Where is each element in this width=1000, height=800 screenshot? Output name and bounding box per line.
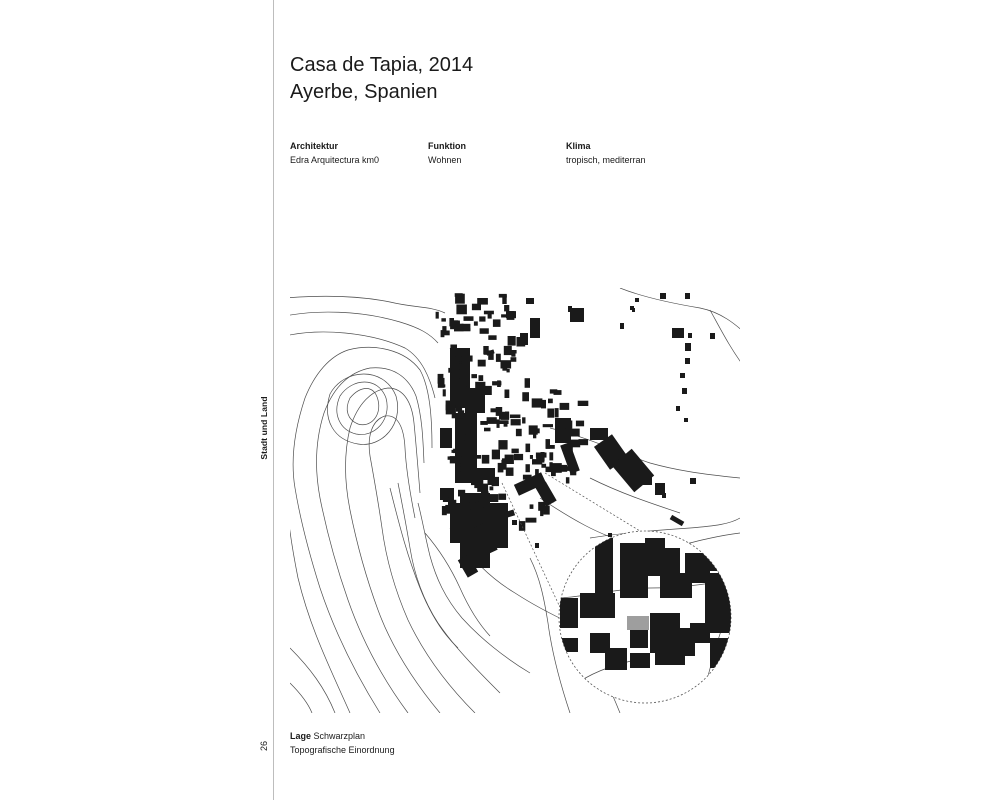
building [710,553,730,571]
building [630,653,650,668]
building [682,388,687,394]
building [446,401,455,411]
building [498,420,508,424]
building [454,320,459,325]
building [605,648,627,670]
building [448,456,456,459]
building [560,638,578,652]
building [476,393,484,403]
building [660,293,666,299]
building [578,401,589,406]
building [554,390,562,395]
building [467,509,471,514]
building [690,478,696,484]
caption-line-1 [290,729,395,743]
building [502,295,506,304]
meta-function [428,139,466,167]
building [458,490,465,497]
building [566,466,570,471]
building [487,417,497,424]
building [655,653,685,665]
building [526,298,534,304]
title-project: Casa de Tapia, 2014 [290,54,474,76]
building [570,469,576,476]
building [465,448,469,455]
building [523,475,532,480]
building [452,413,463,418]
building [560,403,570,410]
building [542,493,550,496]
building [512,520,517,525]
building [520,333,528,345]
building [508,336,516,346]
building [488,313,492,319]
building [685,293,690,299]
building [504,305,509,311]
building [492,450,500,460]
building [498,440,507,449]
building [464,383,467,387]
building [548,399,553,404]
meta-architecture [290,139,379,167]
zoom-callout [502,473,740,703]
building [456,520,463,525]
building [479,316,485,321]
building [690,623,710,643]
caption-label: Lage [290,731,312,741]
building [662,493,666,498]
building [490,494,499,502]
building [525,378,530,388]
building [541,400,546,409]
meta-value: Edra Arquitectura km0 [290,155,380,165]
building [479,375,484,381]
building [456,405,462,411]
building [462,428,470,434]
building [516,429,522,436]
building [451,352,460,356]
building [460,461,464,467]
building [576,421,584,427]
section-label: Stadt und Land [259,396,269,460]
building [532,398,543,407]
meta-climate [566,139,646,167]
building [684,418,688,422]
building [562,433,566,441]
building [570,308,584,322]
building [549,499,554,502]
building [456,448,461,457]
building [565,421,572,429]
building [496,354,501,362]
building [507,311,515,320]
building [506,468,514,476]
building [441,318,446,321]
building [459,369,466,378]
building [590,428,608,440]
building [477,298,488,305]
building [526,518,537,523]
building [440,384,445,387]
building [522,417,525,423]
building [480,328,489,334]
building [549,452,553,460]
building [484,386,492,395]
building [566,477,570,483]
building [543,424,553,427]
building [471,429,474,434]
title-location: Ayerbe, Spanien [290,81,438,103]
building [472,304,481,311]
building [511,350,515,356]
building [492,477,499,486]
building [488,335,496,340]
building [526,444,531,453]
building [471,374,477,378]
building [443,497,449,502]
building [478,360,486,367]
building [497,380,501,387]
building [505,412,509,416]
building [511,419,521,425]
building [546,445,555,449]
building [491,408,499,412]
building [524,484,532,487]
building [688,333,692,338]
building [493,319,501,327]
building [505,390,510,399]
building [455,294,465,304]
building [497,419,500,428]
building [458,467,461,472]
building [481,491,489,496]
building [710,333,715,339]
building [547,409,554,418]
building [467,467,471,470]
meta-label: Funktion [428,141,466,151]
building [498,494,506,500]
building [462,356,473,362]
building [635,298,639,302]
building [451,361,459,369]
building [480,421,488,425]
building [645,538,665,548]
building [501,360,512,368]
building-footprints [436,293,715,578]
building [474,455,481,459]
building [474,321,478,325]
building [512,449,519,454]
building [685,343,691,351]
building [464,316,474,321]
building [530,318,540,338]
building [469,495,478,502]
caption-line-2: Topografische Einordnung [290,745,395,755]
building [484,428,491,432]
meta-value: Wohnen [428,155,462,165]
building [456,305,467,315]
building [502,458,511,461]
building [440,428,452,448]
building [532,459,542,464]
building [463,328,470,331]
meta-label: Architektur [290,141,339,151]
building [511,357,517,362]
building [530,504,534,509]
building [551,463,561,473]
building [464,423,472,427]
building [436,312,439,319]
building [514,454,523,460]
building [471,469,481,479]
building [490,486,494,490]
building [595,538,613,598]
meta-value: tropisch, mediterran [566,155,646,165]
building [549,462,552,470]
building [526,464,530,472]
building [560,598,578,628]
building [571,429,580,437]
figure-caption [290,729,395,757]
building [640,473,652,485]
building [482,455,490,464]
building [497,513,502,519]
building [630,306,634,310]
building [536,428,540,433]
building [449,318,454,326]
figure-ground-map [290,288,740,713]
building [608,533,612,537]
building [471,478,481,485]
building [443,389,446,396]
page-number: 26 [259,740,269,752]
building [501,416,509,420]
caption-text-1: Schwarzplan [313,731,366,741]
building [535,543,539,548]
page-title [290,52,473,106]
building [541,464,546,468]
building [522,392,529,401]
building [580,593,615,618]
building [568,306,572,312]
meta-label: Klima [566,141,591,151]
building [670,515,685,526]
building [685,358,690,364]
building [441,330,445,337]
building [455,356,462,361]
building [510,415,521,419]
project-highlight [627,616,649,630]
building [555,408,559,417]
building [680,373,685,378]
building [620,323,624,329]
building [676,406,680,411]
building [538,502,545,511]
building [452,517,456,526]
building [710,638,735,668]
building [570,446,573,452]
building [640,548,680,576]
building [445,505,455,514]
building [535,469,539,479]
building [672,328,684,338]
building [530,455,533,459]
building [487,511,496,517]
building [461,436,465,441]
building [438,374,444,384]
spine-divider [273,0,274,800]
building [450,345,457,349]
